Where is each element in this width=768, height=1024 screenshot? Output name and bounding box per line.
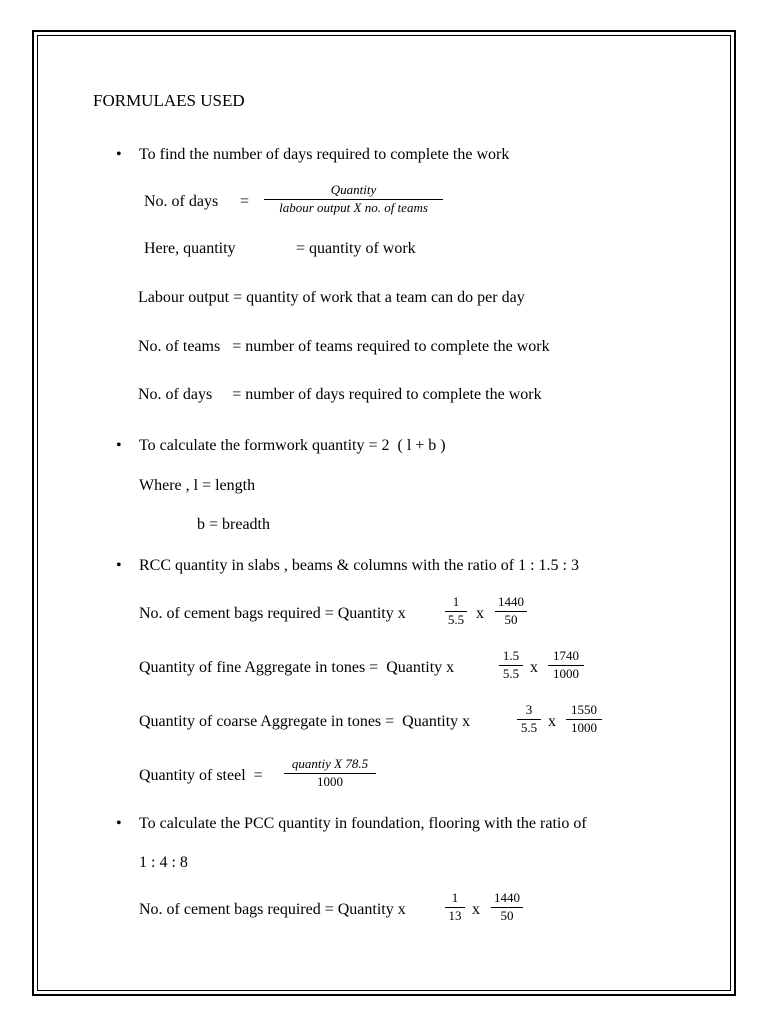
fraction-numerator: 1440: [498, 594, 524, 609]
page-title: FORMULAES USED: [93, 91, 245, 110]
bullet-icon: •: [116, 146, 122, 163]
here-quantity-label: Here, quantity: [144, 240, 236, 257]
fraction-denominator: 50: [504, 612, 518, 627]
rcc-coarse-fraction-1: [517, 703, 541, 735]
bullet-rcc: RCC quantity in slabs , beams & columns with the ratio of 1 : 1.5 : 3: [139, 557, 579, 574]
rcc-coarse-times: x: [548, 713, 556, 730]
rcc-cement-fraction-1: [445, 595, 467, 627]
fraction-denominator: labour output X no. of teams: [279, 200, 428, 215]
pcc-ratio: 1 : 4 : 8: [139, 854, 188, 871]
fraction-denominator: 1000: [317, 774, 343, 789]
fraction-denominator: 5.5: [502, 666, 520, 681]
fraction-numerator: 1.5: [502, 648, 520, 663]
def-no-of-days: No. of days = number of days required to complete the work: [138, 386, 542, 403]
fraction-numerator: 1440: [494, 890, 520, 905]
rcc-coarse-fraction-2: [566, 703, 602, 735]
fraction-denominator: 1000: [571, 720, 597, 735]
rcc-fine-fraction-2: [548, 649, 584, 681]
rcc-coarse-label: Quantity of coarse Aggregate in tones = Quantity x: [139, 713, 471, 730]
formula-days-equals: =: [240, 193, 250, 210]
fraction-numerator: quantiy X 78.5: [291, 756, 369, 771]
pcc-cement-fraction-1: [445, 891, 465, 923]
rcc-steel-label: Quantity of steel =: [139, 767, 263, 784]
bullet-days: To find the number of days required to complete the work: [139, 146, 510, 163]
fraction-denominator: 13: [448, 908, 462, 923]
formula-days-fraction: [264, 183, 443, 215]
fraction-numerator: 1740: [553, 648, 579, 663]
pcc-cement-times: x: [472, 901, 480, 918]
fraction-denominator: 1000: [553, 666, 579, 681]
fraction-numerator: 1: [452, 594, 460, 609]
fraction-numerator: Quantity: [330, 182, 377, 197]
bullet-icon: •: [116, 815, 122, 832]
rcc-cement-fraction-2: [495, 595, 527, 627]
bullet-icon: •: [116, 437, 122, 454]
fraction-denominator: 5.5: [447, 612, 465, 627]
fraction-denominator: 50: [500, 908, 514, 923]
bullet-formwork: To calculate the formwork quantity = 2 ( l + b ): [139, 437, 446, 454]
fraction-numerator: 1: [451, 890, 459, 905]
formula-days-label: No. of days: [144, 193, 219, 210]
fraction-numerator: 3: [525, 702, 533, 717]
here-quantity-def: = quantity of work: [296, 240, 416, 257]
rcc-fine-fraction-1: [499, 649, 523, 681]
rcc-fine-label: Quantity of fine Aggregate in tones = Quantity x: [139, 659, 455, 676]
rcc-steel-fraction: [284, 757, 376, 789]
formwork-breadth: b = breadth: [197, 516, 270, 533]
rcc-cement-label: No. of cement bags required = Quantity x: [139, 605, 406, 622]
formwork-where: Where , l = length: [139, 477, 256, 494]
page-border-inner: [37, 35, 731, 991]
bullet-icon: •: [116, 557, 122, 574]
def-labour-output: Labour output = quantity of work that a team can do per day: [138, 289, 525, 306]
pcc-cement-label: No. of cement bags required = Quantity x: [139, 901, 406, 918]
bullet-pcc: To calculate the PCC quantity in foundation, flooring with the ratio of: [139, 815, 587, 832]
fraction-denominator: 5.5: [520, 720, 538, 735]
rcc-cement-times: x: [476, 605, 484, 622]
pcc-cement-fraction-2: [491, 891, 523, 923]
def-no-of-teams: No. of teams = number of teams required to complete the work: [138, 338, 550, 355]
fraction-numerator: 1550: [571, 702, 597, 717]
rcc-fine-times: x: [530, 659, 538, 676]
